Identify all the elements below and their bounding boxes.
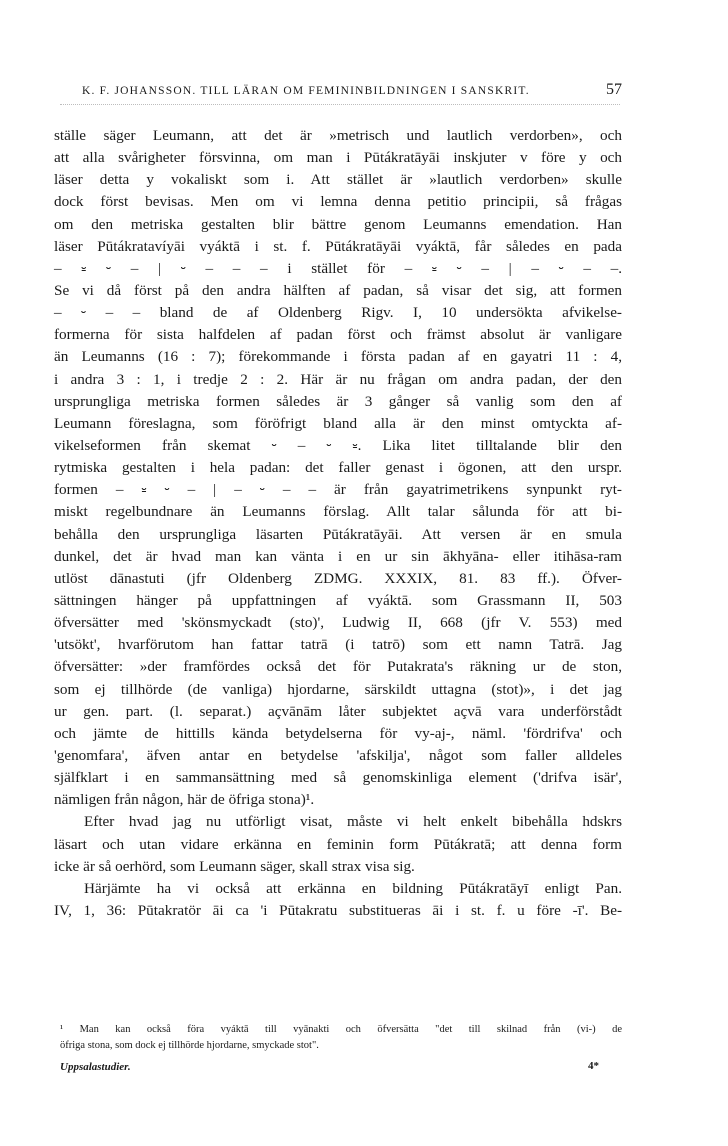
text-line: icke är så oerhörd, som Leumann säger, skall strax visa sig. (54, 857, 415, 875)
body-text (54, 125, 622, 922)
text-line: än Leumanns (16 : 7); förekommande i första padan af en gayatri 11 : 4, (54, 348, 622, 366)
text-line: formerna för sista halfdelen af padan först och främst absolut är vanligare (54, 326, 622, 344)
header-rule (60, 104, 620, 105)
text-line: miskt regelbundnare än Leumanns förslag. Allt talar sålunda för att bi- (54, 503, 622, 521)
text-line: Härjämte ha vi också att erkänna en bildning Pūtákratāyī enligt Pan. (84, 879, 622, 897)
text-line: Efter hvad jag nu utförligt visat, måste vi helt enkelt bibehålla hdskrs (84, 813, 622, 831)
text-line: rytmiska gestalten i hela padan: det faller genast i ögonen, att den urspr. (54, 459, 622, 477)
text-line: 'genomfara', äfven antar en betydelse 'afskilja', något som faller alldeles (54, 746, 622, 764)
text-line: som ej tillhörde (de vanliga) hjordarne, särskildt uttagna (stot)», i det jag (54, 680, 622, 698)
text-line: ursprungliga metriska formen således är 3 gånger så vanlig som den af (54, 392, 622, 410)
text-line: behålla den ursprungliga läsarten Pūtákratāyāi. Att versen är en smula (54, 525, 622, 543)
page-number: 57 (606, 81, 622, 98)
text-line: i andra 3 : 1, i tredje 2 : 2. Här är nu frågan om andra padan, der den (54, 370, 622, 388)
text-line: läser Pūtákratavíyāi vyáktā i st. f. Pūtákratāyāi vyáktā, får således en pada (54, 237, 622, 255)
text-line: ställe säger Leumann, att det är »metrisch und lautlich verdorben», och (54, 127, 622, 144)
footnotes (60, 1022, 622, 1054)
text-line: 'utsökt', hvarförutom han fattar tatrā (i tatrō) som ett namn Tatrā. Jag (54, 636, 622, 654)
text-line: öfversätter: »der framfördes också det för Putakrata's räkning ur de ston, (54, 658, 622, 676)
text-line: läsart och utan vidare erkänna en feminin form Pūtákratā; att denna form (54, 835, 622, 853)
text-line: läser detta y vokaliskt som i. Att stället är »lautlich verdorben» skulle (54, 171, 622, 189)
text-line: utlöst dānastuti (jfr Oldenberg ZDMG. XXXIX, 81. 83 ff.). Öfver- (54, 569, 622, 587)
text-line: vikelseformen från skemat ⏑ – ⏑ ⏓. Lika litet tilltalande blir den (54, 436, 622, 454)
text-line: IV, 1, 36: Pūtakratör āi ca 'i Pūtakratu substitueras āi i st. f. u före -ī'. Be- (54, 901, 622, 919)
text-line: om den metriska gestalten blir bättre genom Leumanns emendation. Han (54, 215, 622, 233)
footnote-line: ¹ Man kan också föra vyáktā till vyānakti och öfversätta "det till skilnad från (vi-) de (60, 1024, 622, 1035)
text-line: själfklart i en sammansättning med så genomskinliga element ('drifva isär', (54, 769, 622, 787)
running-header (82, 81, 622, 98)
running-title: K. F. JOHANSSON. TILL LÄRAN OM FEMININBILDNINGEN I SANSKRIT. (82, 85, 530, 97)
text-line: öfversätter med 'skönsmyckadt (sto)', Ludwig II, 668 (jfr V. 553) med (54, 614, 622, 632)
metre-scheme-line: – ⏓ ⏑ – | ⏑ – – – i stället för – ⏓ ⏑ – | – ⏑ – –. (54, 259, 622, 277)
text-line: formen – ⏓ ⏑ – | – ⏑ – – är från gayatrimetrikens synpunkt ryt- (54, 481, 622, 499)
text-line: att alla svårigheter försvinna, om man i Pūtákratāyāi inskjuter v före y och (54, 149, 622, 167)
text-line: dock först bevisas. Men om vi lemna denna petitio principii, så frågas (54, 193, 622, 211)
text-line: dunkel, det är hvad man kan vänta i en ur sin ākhyāna- eller itihāsa-ram (54, 547, 622, 565)
text-line: ur gen. part. (l. separat.) açvānām låter subjektet açvā vara underförstådt (54, 702, 622, 720)
signature-mark: Uppsalastudier. (60, 1061, 131, 1073)
text-line: sättningen hänger på uppfattningen af vyáktā. som Grassmann II, 503 (54, 591, 622, 609)
text-line: nämligen från någon, här de öfriga stona)¹. (54, 791, 315, 809)
text-line: Se vi då först på den andra hälften af padan, så visar det sig, att formen (54, 281, 622, 299)
text-line: Leumann föreslagna, som föröfrigt bland alla är den minst omtyckta af- (54, 414, 622, 432)
footnote-line: öfriga stona, som dock ej tillhörde hjordarne, smyckade stot". (60, 1040, 319, 1051)
text-line: och jämte de hittills kända betydelserna för vy-aj-, näml. 'fördrifva' och (54, 724, 622, 742)
text-line: – ⏑ – – bland de af Oldenberg Rigv. I, 10 undersökta afvikelse- (54, 304, 622, 322)
sheet-mark: 4* (588, 1060, 599, 1072)
